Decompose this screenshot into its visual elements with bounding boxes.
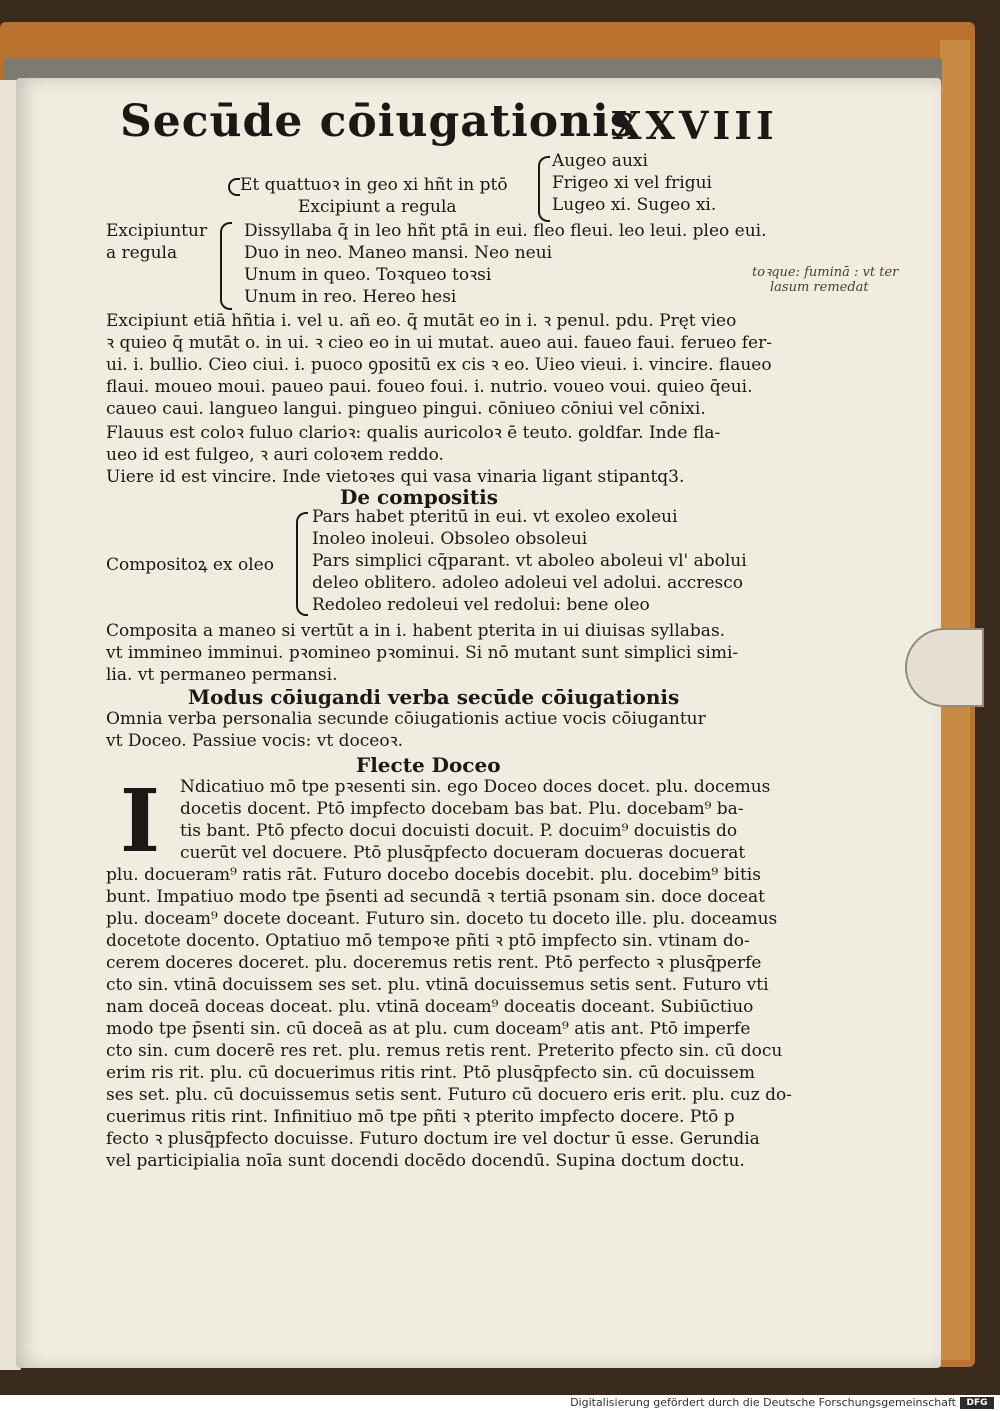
heading-modus: Modus cōiugandi verba secūde cōiugationis: [188, 685, 680, 709]
block3-brace: [296, 512, 308, 616]
para6-line: fecto ꝛ plusq̄pfecto docuisse. Futuro doctum ire vel doctur ū esse. Gerundia: [106, 1129, 760, 1149]
para6-line: plu. docueram⁹ ratis rāt. Futuro docebo docebis docebit. plu. docebim⁹ bitis: [106, 865, 761, 885]
block3-line: Inoleo inoleui. Obsoleo obsoleui: [312, 529, 588, 549]
decorated-initial: I: [119, 771, 161, 872]
para6-line: modo tpe p̄senti sin. cū doceā as at plu. cum doceam⁹ atis ant. Ptō imperfe: [106, 1019, 751, 1039]
para6-line: ses set. plu. cū docuissemus setis sent. Futuro cū docuero eris erit. plu. cuz do-: [106, 1085, 792, 1105]
para1-line: ui. i. bullio. Cieo ciui. i. puoco ꝯpositū ex cis ꝛ eo. Uieo vieui. i. vincire. flaueo: [106, 355, 772, 375]
para1-line: ꝛ quieo q̄ mutāt o. in ui. ꝛ cieo eo in ui mutat. aueo aui. faueo faui. ferueo fer-: [106, 333, 772, 353]
para3-line: Uiere id est vincire. Inde vietoꝛes qui vasa vinaria ligant stipantq3.: [106, 467, 685, 487]
block1-left-line1: Et quattuoꝛ in geo xi hñt in ptō: [240, 175, 508, 195]
para4-line: Composita a maneo si vertūt a in i. habent pterita in ui diuisas syllabas.: [106, 621, 726, 641]
brace-line: Augeo auxi: [552, 151, 648, 171]
heading-de-compositis: De compositis: [340, 485, 498, 509]
para6-line: docetis docent. Ptō impfecto docebam bas bat. Plu. docebam⁹ ba-: [180, 799, 744, 819]
para6-line: erim ris rit. plu. cū docuerimus ritis rint. Ptō plusq̄pfecto sin. cū docuissem: [106, 1063, 755, 1083]
dfg-logo: DFG: [960, 1397, 994, 1409]
para4-line: lia. vt permaneo permansi.: [106, 665, 338, 685]
heading-flecte-doceo: Flecte Doceo: [356, 753, 501, 777]
para2-line: ueo id est fulgeo, ꝛ auri coloꝛem reddo.: [106, 445, 444, 465]
para5-line: vt Doceo. Passiue vocis: vt doceoꝛ.: [106, 731, 404, 751]
block2-line: Duo in neo. Maneo mansi. Neo neui: [244, 243, 553, 263]
para5-line: Omnia verba personalia secunde cōiugationis actiue vocis cōiugantur: [106, 709, 706, 729]
footer-credit: Digitalisierung gefördert durch die Deutsche Forschungsgemeinschaft: [570, 1396, 956, 1409]
block2-label1: Excipiuntur: [106, 221, 208, 241]
brace-line: Frigeo xi vel frigui: [552, 173, 712, 193]
block2-line: Unum in queo. Toꝛqueo toꝛsi: [244, 265, 492, 285]
para6-line: cto sin. vtinā docuissem ses set. plu. vtinā docuissemus setis sent. Futuro vti: [106, 975, 769, 995]
marginal-annotation-line2: lasum remedat: [770, 280, 869, 295]
para6-line: bunt. Impatiuo modo tpe p̄senti ad secundā ꝛ tertiā psonam sin. doce doceat: [106, 887, 765, 907]
block2-line: Unum in reo. Hereo hesi: [244, 287, 457, 307]
bookmark-clip: [905, 628, 984, 707]
block2-line: Dissyllaba q̄ in leo hñt ptā in eui. fleo fleui. leo leui. pleo eui.: [244, 221, 767, 241]
para6-line: cto sin. cum docerē res ret. plu. remus retis rent. Preterito pfecto sin. cū docu: [106, 1041, 783, 1061]
block2-label2: a regula: [106, 243, 178, 263]
running-title: Secūde cōiugationis: [120, 96, 636, 147]
block3-line: Pars habet pteritū in eui. vt exoleo exoleui: [312, 507, 678, 527]
folio-number: XXVIII: [612, 103, 778, 148]
para1-line: Excipiunt etiā hñtia i. vel u. añ eo. q̄ mutāt eo in i. ꝛ penul. pdu. Pręt vieo: [106, 311, 737, 331]
block3-line: Redoleo redoleui vel redolui: bene oleo: [312, 595, 650, 615]
block3-line: Pars simplici cq̄parant. vt aboleo aboleui vl' abolui: [312, 551, 747, 571]
para6-line: plu. doceam⁹ docete doceant. Futuro sin. doceto tu doceto ille. plu. doceamus: [106, 909, 778, 929]
para1-line: flaui. moueo moui. paueo paui. foueo foui. i. nutrio. voueo voui. quieo q̄eui.: [106, 377, 753, 397]
para6-line: vel participialia noīa sunt docendi docēdo docendū. Supina doctum doctu.: [106, 1151, 745, 1171]
para6-line: Ndicatiuo mō tpe pꝛesenti sin. ego Doceo doces docet. plu. docemus: [180, 777, 771, 797]
brace-right-group: [538, 156, 550, 222]
block3-label: Compositoꝝ ex oleo: [106, 555, 274, 575]
para6-line: cuerimus ritis rint. Infinitiuo mō tpe pñti ꝛ pterito impfecto docere. Ptō p: [106, 1107, 735, 1127]
para6-line: cerem doceres doceret. plu. doceremus retis rent. Ptō perfecto ꝛ plusq̄perfe: [106, 953, 762, 973]
block3-line: deleo oblitero. adoleo adoleui vel adolui. accresco: [312, 573, 743, 593]
footer-bar: [0, 1395, 1000, 1411]
brace-line: Lugeo xi. Sugeo xi.: [552, 195, 717, 215]
para1-line: caueo caui. langueo langui. pingueo pingui. cōniueo cōniui vel cōnixi.: [106, 399, 706, 419]
block2-brace: [220, 222, 232, 310]
brace-left-line: [228, 178, 240, 196]
para6-line: cuerūt vel docuere. Ptō plusq̄pfecto docueram docueras docuerat: [180, 843, 746, 863]
para6-line: tis bant. Ptō pfecto docui docuisti docuit. P. docuim⁹ docuistis do: [180, 821, 738, 841]
para6-line: nam doceā doceas doceat. plu. vtinā doceam⁹ doceatis doceant. Subiūctiuo: [106, 997, 754, 1017]
para6-line: docetote docento. Optatiuo mō tempoꝛe pñti ꝛ ptō impfecto sin. vtinam do-: [106, 931, 750, 951]
block1-left-line2: Excipiunt a regula: [298, 197, 457, 217]
para4-line: vt immineo imminui. pꝛomineo pꝛominui. Si nō mutant sunt simplici simi-: [106, 643, 739, 663]
para2-line: Flauus est coloꝛ fuluo clarioꝛ: qualis auricoloꝛ ē teuto. goldfar. Inde fla-: [106, 423, 721, 443]
marginal-annotation-line1: toꝛque: fuminā : vt ter: [752, 265, 899, 280]
